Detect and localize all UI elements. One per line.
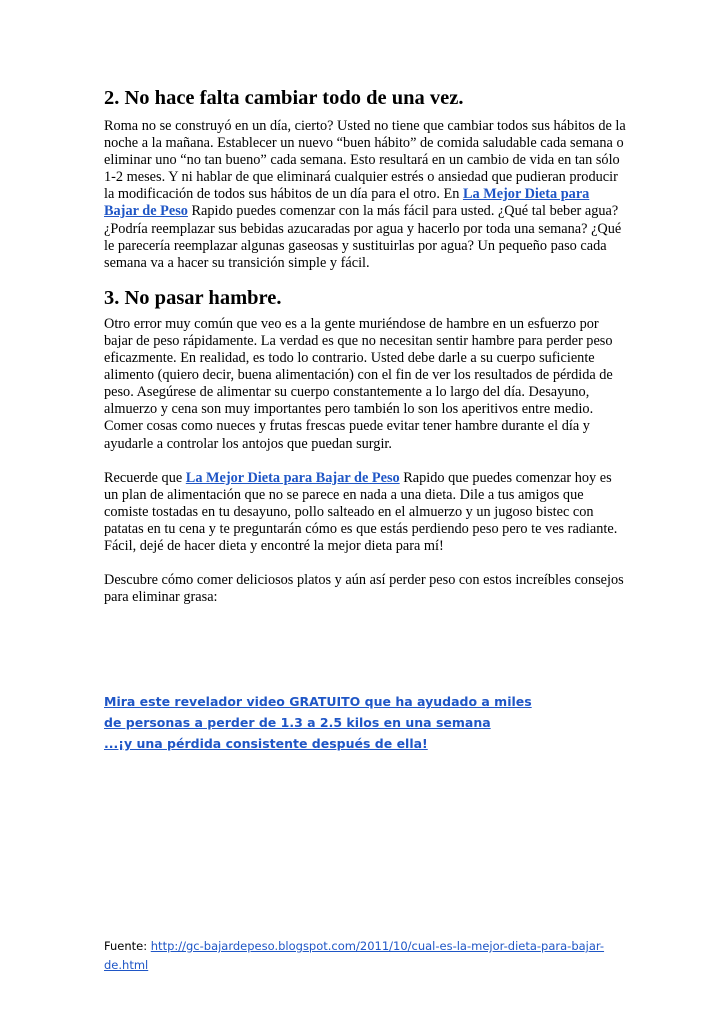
- source-label: Fuente:: [104, 939, 151, 953]
- promo-line-2: de personas a perder de 1.3 a 2.5 kilos en una semana: [104, 715, 491, 730]
- source-url-link[interactable]: http://gc-bajardepeso.blogspot.com/2011/10/cual-es-la-mejor-dieta-para-bajar-de.html: [104, 939, 605, 972]
- source-footer: [104, 937, 626, 975]
- section-2-heading: 2. No hace falta cambiar todo de una vez.: [104, 87, 464, 109]
- diet-link[interactable]: La Mejor Dieta para Bajar de Peso: [104, 186, 590, 220]
- promo-line-1: Mira este revelador video GRATUITO que ha ayudado a miles: [104, 694, 532, 709]
- section-3-heading: 3. No pasar hambre.: [104, 286, 282, 309]
- section-3-paragraph-1: Otro error muy común que veo es a la gente muriéndose de hambre en un esfuerzo por bajar de peso rápidamente. La verdad es que no necesitan sentir hambre para perder peso eficazmente. En realidad, es todo lo contrario. Usted debe darle a su cuerpo suficiente alimento (quiero decir, buena alimentación) con el fin de ver los resultados de pérdida de peso. Asegúrese de alimentar su cuerpo constantemente a lo largo del día. Desayuno, almuerzo y cena son muy importantes pero también lo son los aperitivos entre medio. Comer cosas como nueces y frutas frescas puede evitar tener hambre durante el día y ayudarle a controlar los antojos que puedan surgir.: [104, 315, 613, 452]
- promo-block: [104, 691, 626, 754]
- paragraph-text: Rapido puedes comenzar con la más fácil para usted. ¿Qué tal beber agua? ¿Podría reemplazar sus bebidas azucaradas por agua y hacerlo por toda una semana? ¿Qué le parecería reemplazar algunas gaseosas y sustituirlas por agua? Un pequeño paso cada semana va a hacer su transición simple y fácil.: [104, 203, 622, 271]
- section-3-paragraph-3: Descubre cómo comer deliciosos platos y aún así perder peso con estos increíbles consejos para eliminar grasa:: [104, 572, 624, 606]
- document-body: [104, 86, 626, 606]
- paragraph-text: Rapido que puedes comenzar hoy es un plan de alimentación que no se parece en nada a una dieta. Dile a tus amigos que comiste tostadas en tu desayuno, pollo salteado en el almuerzo y un jugoso bistec con patatas en tu cena y te preguntarán cómo es que estás perdiendo peso pero te ves radiante. Fácil, dejé de hacer dieta y encontré la mejor dieta para mí!: [104, 469, 618, 554]
- paragraph-text: Recuerde que: [104, 469, 186, 486]
- section-2-paragraph: [104, 118, 626, 272]
- promo-line-3: ...¡y una pérdida consistente después de ella!: [104, 736, 428, 751]
- diet-link[interactable]: La Mejor Dieta para Bajar de Peso: [185, 469, 400, 486]
- paragraph-text: Roma no se construyó en un día, cierto? Usted no tiene que cambiar todos sus hábitos de la noche a la mañana. Establecer un nuevo “buen hábito” de comida saludable cada semana o eliminar uno “no tan bueno” cada semana. Esto resultará en un cambio de vida en tan sólo 1-2 meses. Y ni hablar de que eliminará cualquier estrés o ansiedad que pudieran producir la modificación de todos sus hábitos de un día para el otro. En: [104, 118, 626, 203]
- section-3-paragraph-2: [104, 470, 626, 555]
- promo-video-link[interactable]: [104, 694, 532, 751]
